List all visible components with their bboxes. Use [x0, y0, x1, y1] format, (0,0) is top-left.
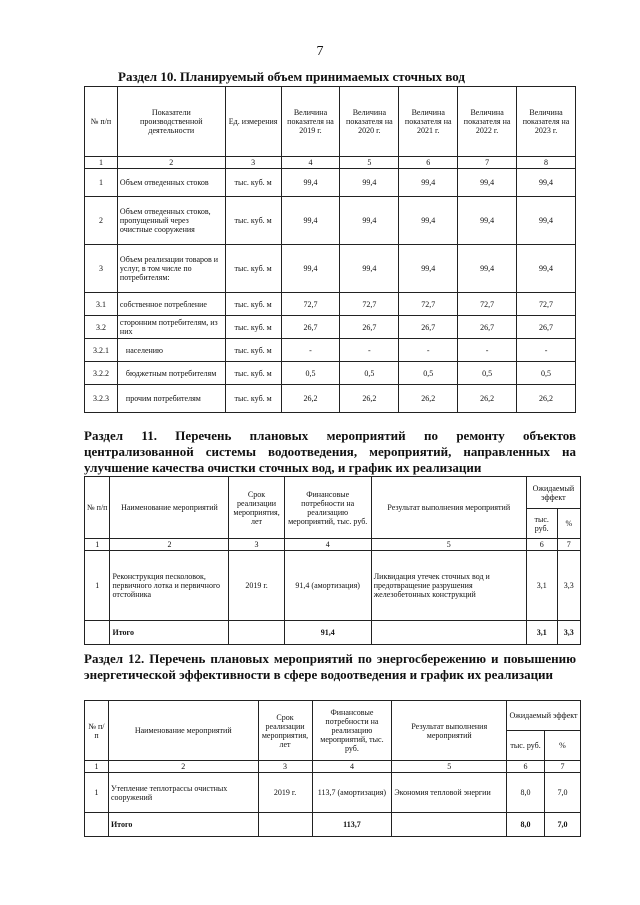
value-2023: - — [517, 339, 576, 362]
header-cell: Величина показателя на 2022 г. — [458, 87, 517, 157]
column-number: 3 — [225, 157, 281, 169]
total-label: Итого — [110, 621, 229, 645]
column-number: 1 — [85, 157, 118, 169]
value-2023: 72,7 — [517, 293, 576, 316]
unit-cell: тыс. куб. м — [225, 169, 281, 197]
value-2020: 26,2 — [340, 385, 399, 413]
value-2019: 0,5 — [281, 362, 340, 385]
column-number: 5 — [371, 539, 526, 551]
row-number: 3 — [85, 245, 118, 293]
value-2019: 72,7 — [281, 293, 340, 316]
unit-cell: тыс. куб. м — [225, 385, 281, 413]
table-row — [85, 551, 581, 621]
value-2023: 0,5 — [517, 362, 576, 385]
unit-cell: тыс. куб. м — [225, 362, 281, 385]
measure-name: Реконструкция песколовок, первичного лотка и первичного отстойника — [110, 551, 229, 621]
row-number: 3.1 — [85, 293, 118, 316]
total-rub: 3,1 — [526, 621, 557, 645]
value-2022: 99,4 — [458, 169, 517, 197]
value-2019: 99,4 — [281, 197, 340, 245]
measure-name: Утепление теплотрассы очистных сооружений — [108, 773, 258, 813]
header-cell: Величина показателя на 2020 г. — [340, 87, 399, 157]
value-2023: 26,2 — [517, 385, 576, 413]
indicator-name: Объем отведенных стоков — [117, 169, 225, 197]
header-num: № п/п — [85, 701, 109, 761]
column-number: 5 — [340, 157, 399, 169]
value-2019: 26,7 — [281, 316, 340, 339]
column-number: 7 — [458, 157, 517, 169]
term-cell: 2019 г. — [229, 551, 284, 621]
indicator-name: прочим потребителям — [117, 385, 225, 413]
value-2022: 26,2 — [458, 385, 517, 413]
header-name: Наименование мероприятий — [108, 701, 258, 761]
table-row — [85, 316, 576, 339]
value-2022: 0,5 — [458, 362, 517, 385]
indicator-name: Объем отведенных стоков, пропущенный через очистные сооружения — [117, 197, 225, 245]
value-2021: 99,4 — [399, 197, 458, 245]
section11-title: Раздел 11. Перечень плановых мероприятий по ремонту объектов централизованной системы водоотведения, мероприятий, направленных на улучшение качества очистки сточных вод, и график их реализации — [84, 428, 576, 475]
indicator-name: бюджетным потребителям — [117, 362, 225, 385]
header-effect: Ожидаемый эффект — [526, 477, 580, 509]
total-row — [85, 813, 581, 837]
value-2020: 99,4 — [340, 169, 399, 197]
header-result: Результат выполнения мероприятий — [392, 701, 507, 761]
row-number: 1 — [85, 551, 110, 621]
header-cell: Показатели производственной деятельности — [117, 87, 225, 157]
unit-cell: тыс. куб. м — [225, 197, 281, 245]
unit-cell: тыс. куб. м — [225, 316, 281, 339]
value-2021: 99,4 — [399, 245, 458, 293]
table-row — [85, 385, 576, 413]
value-2022: 99,4 — [458, 197, 517, 245]
table-row — [85, 169, 576, 197]
value-2020: 99,4 — [340, 197, 399, 245]
column-number: 7 — [545, 761, 581, 773]
value-2021: 99,4 — [399, 169, 458, 197]
effect-pct-cell: 7,0 — [545, 773, 581, 813]
row-number: 2 — [85, 197, 118, 245]
total-finance: 113,7 — [312, 813, 392, 837]
column-number: 3 — [258, 761, 312, 773]
section11-table — [84, 476, 581, 645]
row-number: 3.2 — [85, 316, 118, 339]
table-row — [85, 362, 576, 385]
header-finance: Финансовые потребности на реализацию мероприятий, тыс. руб. — [312, 701, 392, 761]
row-number: 1 — [85, 169, 118, 197]
value-2019: - — [281, 339, 340, 362]
value-2019: 26,2 — [281, 385, 340, 413]
value-2021: 26,2 — [399, 385, 458, 413]
header-cell: Величина показателя на 2019 г. — [281, 87, 340, 157]
row-number: 3.2.3 — [85, 385, 118, 413]
indicator-name: Объем реализации товаров и услуг, в том числе по потребителям: — [117, 245, 225, 293]
header-effect-rub: тыс. руб. — [526, 509, 557, 539]
column-number: 3 — [229, 539, 284, 551]
header-effect-pct: % — [545, 731, 581, 761]
value-2021: 26,7 — [399, 316, 458, 339]
indicator-name: населению — [117, 339, 225, 362]
column-number: 5 — [392, 761, 507, 773]
header-effect-rub: тыс. руб. — [507, 731, 545, 761]
value-2021: - — [399, 339, 458, 362]
value-2020: 0,5 — [340, 362, 399, 385]
header-term: Срок реализации мероприятия, лет — [258, 701, 312, 761]
header-result: Результат выполнения мероприятий — [371, 477, 526, 539]
table-row — [85, 339, 576, 362]
total-pct: 7,0 — [545, 813, 581, 837]
table-row — [85, 293, 576, 316]
header-finance: Финансовые потребности на реализацию мероприятий, тыс. руб. — [284, 477, 371, 539]
value-2022: 99,4 — [458, 245, 517, 293]
indicator-name: собственное потребление — [117, 293, 225, 316]
column-number: 6 — [507, 761, 545, 773]
header-cell: Величина показателя на 2021 г. — [399, 87, 458, 157]
value-2020: 99,4 — [340, 245, 399, 293]
value-2019: 99,4 — [281, 169, 340, 197]
unit-cell: тыс. куб. м — [225, 293, 281, 316]
header-effect: Ожидаемый эффект — [507, 701, 581, 731]
column-number: 1 — [85, 761, 109, 773]
column-number: 4 — [281, 157, 340, 169]
section12-title: Раздел 12. Перечень плановых мероприятий по энергосбережению и повышению энергетической эффективности в сфере водоотведения и график их реализации — [84, 651, 576, 682]
value-2023: 99,4 — [517, 197, 576, 245]
total-finance: 91,4 — [284, 621, 371, 645]
effect-rub-cell: 8,0 — [507, 773, 545, 813]
section10-title: Раздел 10. Планируемый объем принимаемых сточных вод — [118, 69, 465, 84]
value-2021: 72,7 — [399, 293, 458, 316]
header-effect-pct: % — [557, 509, 580, 539]
table-row — [85, 197, 576, 245]
total-label: Итого — [108, 813, 258, 837]
term-cell: 2019 г. — [258, 773, 312, 813]
header-num: № п/п — [85, 477, 110, 539]
result-cell: Ликвидация утечек сточных вод и предотвращение разрушения железобетонных конструкций — [371, 551, 526, 621]
finance-cell: 113,7 (амортизация) — [312, 773, 392, 813]
total-pct: 3,3 — [557, 621, 580, 645]
unit-cell: тыс. куб. м — [225, 339, 281, 362]
value-2022: 26,7 — [458, 316, 517, 339]
total-rub: 8,0 — [507, 813, 545, 837]
column-number: 2 — [108, 761, 258, 773]
effect-pct-cell: 3,3 — [557, 551, 580, 621]
value-2020: 72,7 — [340, 293, 399, 316]
column-number: 7 — [557, 539, 580, 551]
page-number: 7 — [316, 44, 324, 59]
header-cell: Ед. измерения — [225, 87, 281, 157]
result-cell: Экономия тепловой энергии — [392, 773, 507, 813]
column-number: 1 — [85, 539, 110, 551]
column-number: 8 — [517, 157, 576, 169]
total-row — [85, 621, 581, 645]
column-number: 4 — [312, 761, 392, 773]
column-number: 4 — [284, 539, 371, 551]
table-row — [85, 773, 581, 813]
column-number: 2 — [110, 539, 229, 551]
column-number: 6 — [399, 157, 458, 169]
unit-cell: тыс. куб. м — [225, 245, 281, 293]
row-number: 3.2.1 — [85, 339, 118, 362]
row-number: 1 — [85, 773, 109, 813]
table-row — [85, 245, 576, 293]
finance-cell: 91,4 (амортизация) — [284, 551, 371, 621]
header-term: Срок реализации мероприятия, лет — [229, 477, 284, 539]
value-2020: 26,7 — [340, 316, 399, 339]
indicator-name: сторонним потребителям, из них — [117, 316, 225, 339]
effect-rub-cell: 3,1 — [526, 551, 557, 621]
value-2021: 0,5 — [399, 362, 458, 385]
value-2023: 26,7 — [517, 316, 576, 339]
value-2022: - — [458, 339, 517, 362]
value-2023: 99,4 — [517, 245, 576, 293]
value-2023: 99,4 — [517, 169, 576, 197]
column-number: 2 — [117, 157, 225, 169]
header-cell: Величина показателя на 2023 г. — [517, 87, 576, 157]
section12-table — [84, 700, 581, 837]
row-number: 3.2.2 — [85, 362, 118, 385]
section10-table — [84, 86, 576, 413]
value-2020: - — [340, 339, 399, 362]
column-number: 6 — [526, 539, 557, 551]
value-2022: 72,7 — [458, 293, 517, 316]
header-cell: № п/п — [85, 87, 118, 157]
value-2019: 99,4 — [281, 245, 340, 293]
header-name: Наименование мероприятий — [110, 477, 229, 539]
